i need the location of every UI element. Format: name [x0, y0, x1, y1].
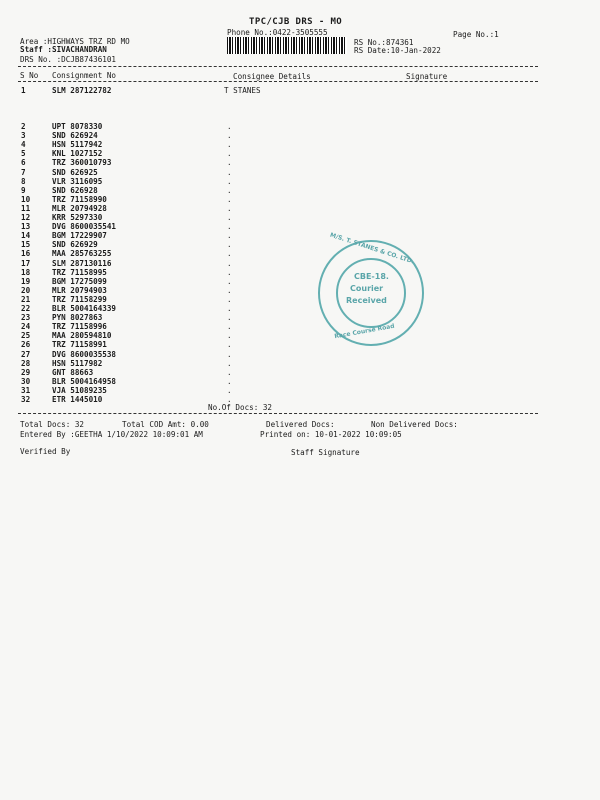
column-header-signature: Signature — [406, 72, 448, 81]
table-row — [18, 158, 318, 167]
row-consignment: BLR 5004164339 — [52, 304, 117, 313]
row-dot: . — [227, 131, 232, 141]
row-sno: 1 — [21, 86, 26, 95]
printed-on: Printed on: 10-01-2022 10:09:05 — [260, 430, 402, 439]
row-consignment: BGM 17229907 — [52, 231, 107, 241]
row-dot: . — [227, 122, 232, 131]
row-consignment: SND 626924 — [52, 131, 98, 141]
drs-number: DRS No. :DCJB87436101 — [20, 55, 117, 64]
row-dot: . — [227, 267, 232, 277]
row-dot: . — [227, 367, 232, 377]
row-dot: . — [227, 349, 232, 359]
table-row — [18, 195, 318, 204]
row-consignment: SND 626928 — [52, 185, 98, 195]
row-dot: . — [227, 185, 232, 195]
no-of-docs: No.Of Docs: 32 — [208, 403, 273, 412]
table-row — [18, 268, 318, 277]
barcode-image — [227, 37, 347, 54]
table-row — [18, 286, 318, 295]
row-consignment: PYN 8027863 — [52, 313, 103, 323]
row-dot: . — [227, 304, 232, 313]
row-consignment: TRZ 71158991 — [52, 340, 107, 350]
row-consignment: TRZ 71158995 — [52, 267, 107, 277]
row-consignment: MAA 280594810 — [52, 331, 112, 341]
row-consignment: SND 626929 — [52, 240, 98, 250]
row-sno: 11 — [21, 203, 31, 213]
row-dot: . — [227, 167, 232, 177]
table-row — [18, 304, 318, 313]
row-sno: 7 — [21, 167, 26, 177]
row-sno: 17 — [21, 258, 31, 268]
received-stamp — [318, 231, 424, 346]
column-header-consignee: Consignee Details — [233, 72, 311, 81]
row-dot: . — [227, 331, 232, 341]
verified-by: Verified By — [20, 447, 71, 456]
table-row — [18, 131, 318, 140]
non-delivered-docs: Non Delivered Docs: — [371, 420, 458, 429]
row-consignee: T STANES — [224, 86, 261, 95]
row-sno: 28 — [21, 358, 31, 368]
row-dot: . — [227, 231, 232, 241]
row-dot: . — [227, 395, 232, 404]
row-dot: . — [227, 213, 232, 222]
table-row — [18, 204, 318, 213]
row-sno: 12 — [21, 213, 31, 222]
table-row — [18, 122, 318, 131]
total-docs: Total Docs: 32 — [20, 420, 85, 429]
row-dot: . — [227, 258, 232, 268]
row-sno: 6 — [21, 158, 26, 168]
row-consignment: KNL 1027152 — [52, 149, 103, 159]
table-row — [18, 331, 318, 340]
total-cod-amount: Total COD Amt: 0.00 — [122, 420, 209, 429]
row-consignment: MLR 20794928 — [52, 203, 107, 213]
row-sno: 31 — [21, 385, 31, 395]
table-row — [18, 395, 318, 404]
staff-label: Staff :SIVACHANDRAN — [20, 45, 107, 54]
row-consignment: GNT 88663 — [52, 367, 94, 377]
stamp-bottom-text: Race Course Road — [333, 322, 396, 341]
row-sno: 26 — [21, 340, 31, 350]
row-dot: . — [227, 203, 232, 213]
table-row — [18, 368, 318, 377]
table-row — [18, 350, 318, 359]
row-consignment: TRZ 71158996 — [52, 322, 107, 332]
row-sno: 15 — [21, 240, 31, 250]
row-consignment: HSN 5117982 — [52, 358, 103, 368]
table-row — [18, 168, 318, 177]
row-sno: 25 — [21, 331, 31, 341]
row-dot: . — [227, 222, 232, 232]
table-row — [18, 186, 318, 195]
row-consignment: DVG 8600035541 — [52, 222, 117, 232]
table-row — [18, 295, 318, 304]
footer-divider — [18, 413, 538, 414]
row-dot: . — [227, 376, 232, 386]
row-consignment: TRZ 71158990 — [52, 194, 107, 204]
row-dot: . — [227, 176, 232, 186]
row-sno: 18 — [21, 267, 31, 277]
row-consignment: HSN 5117942 — [52, 140, 103, 150]
table-row — [18, 177, 318, 186]
row-sno: 27 — [21, 349, 31, 359]
row-consignment: VJA 51089235 — [52, 385, 107, 395]
row-consignment: TRZ 71158299 — [52, 294, 107, 304]
row-sno: 23 — [21, 313, 31, 323]
table-row — [18, 149, 318, 158]
table-row — [18, 140, 318, 149]
row-dot: . — [227, 149, 232, 159]
entered-by: Entered By :GEETHA 1/10/2022 10:09:01 AM — [20, 430, 203, 439]
table-row — [18, 86, 538, 95]
row-consignment: KRR 5297330 — [52, 213, 103, 222]
column-header-sno: S No — [20, 71, 39, 80]
row-sno: 19 — [21, 276, 31, 286]
area-label: Area :HIGHWAYS TRZ RD MO — [20, 37, 130, 46]
row-dot: . — [227, 322, 232, 332]
row-dot: . — [227, 249, 232, 259]
table-row — [18, 359, 318, 368]
stamp-center-text-3: Received — [346, 296, 387, 305]
row-sno: 13 — [21, 222, 31, 232]
row-sno: 10 — [21, 194, 31, 204]
table-row — [18, 313, 318, 322]
table-row — [18, 240, 318, 249]
table-row — [18, 377, 318, 386]
row-sno: 24 — [21, 322, 31, 332]
table-row — [18, 213, 318, 222]
document-title: TPC/CJB DRS - MO — [249, 17, 343, 27]
row-dot: . — [227, 240, 232, 250]
table-row — [18, 340, 318, 349]
row-dot: . — [227, 158, 232, 168]
row-consignment: MAA 285763255 — [52, 249, 112, 259]
row-consignment: DVG 8600035538 — [52, 349, 117, 359]
stamp-center-text-2: Courier — [350, 284, 384, 293]
column-header-consignment: Consignment No — [52, 71, 117, 80]
row-sno: 4 — [21, 140, 26, 150]
row-dot: . — [227, 313, 232, 323]
row-sno: 5 — [21, 149, 26, 159]
row-consignment: VLR 3116095 — [52, 176, 103, 186]
row-dot: . — [227, 285, 232, 295]
row-dot: . — [227, 140, 232, 150]
row-sno: 14 — [21, 231, 31, 241]
table-row — [18, 386, 318, 395]
delivered-docs: Delivered Docs: — [266, 420, 335, 429]
row-sno: 22 — [21, 304, 31, 313]
row-sno: 9 — [21, 185, 26, 195]
row-dot: . — [227, 385, 232, 395]
row-sno: 8 — [21, 176, 26, 186]
rs-date: RS Date:10-Jan-2022 — [354, 46, 441, 55]
rs-number: RS No.:874361 — [354, 38, 414, 47]
row-consignment: TRZ 360010793 — [52, 158, 112, 168]
header-divider-bottom — [18, 81, 538, 82]
row-dot: . — [227, 294, 232, 304]
page-number: Page No.:1 — [453, 30, 499, 39]
row-sno: 21 — [21, 294, 31, 304]
table-row — [18, 231, 318, 240]
row-consignment: SND 626925 — [52, 167, 98, 177]
staff-signature: Staff Signature — [291, 448, 360, 457]
row-sno: 30 — [21, 376, 31, 386]
row-dot: . — [227, 340, 232, 350]
header-divider-top — [18, 66, 538, 67]
table-row — [18, 222, 318, 231]
row-sno: 32 — [21, 395, 31, 404]
row-dot: . — [227, 358, 232, 368]
phone-number: Phone No.:0422-3505555 — [227, 28, 328, 37]
row-sno: 29 — [21, 367, 31, 377]
stamp-center-text-1: CBE-18. — [354, 272, 389, 281]
row-consignment: MLR 20794903 — [52, 285, 107, 295]
row-consignment: BLR 5004164958 — [52, 376, 117, 386]
row-dot: . — [227, 194, 232, 204]
row-sno: 20 — [21, 285, 31, 295]
stamp-inner-ring — [336, 258, 406, 328]
row-consignment: SLM 287122782 — [52, 86, 112, 95]
stamp-top-text: M/S. T. STANES & CO. LTD. — [329, 231, 415, 266]
table-row — [18, 259, 318, 268]
row-consignment: ETR 1445010 — [52, 395, 103, 404]
row-sno: 2 — [21, 122, 26, 131]
row-sno: 16 — [21, 249, 31, 259]
table-row — [18, 249, 318, 258]
row-consignment: UPT 8078330 — [52, 122, 103, 131]
row-sno: 3 — [21, 131, 26, 141]
row-consignment: SLM 287130116 — [52, 258, 112, 268]
table-row — [18, 322, 318, 331]
table-row — [18, 277, 318, 286]
row-dot: . — [227, 276, 232, 286]
row-consignment: BGM 17275099 — [52, 276, 107, 286]
